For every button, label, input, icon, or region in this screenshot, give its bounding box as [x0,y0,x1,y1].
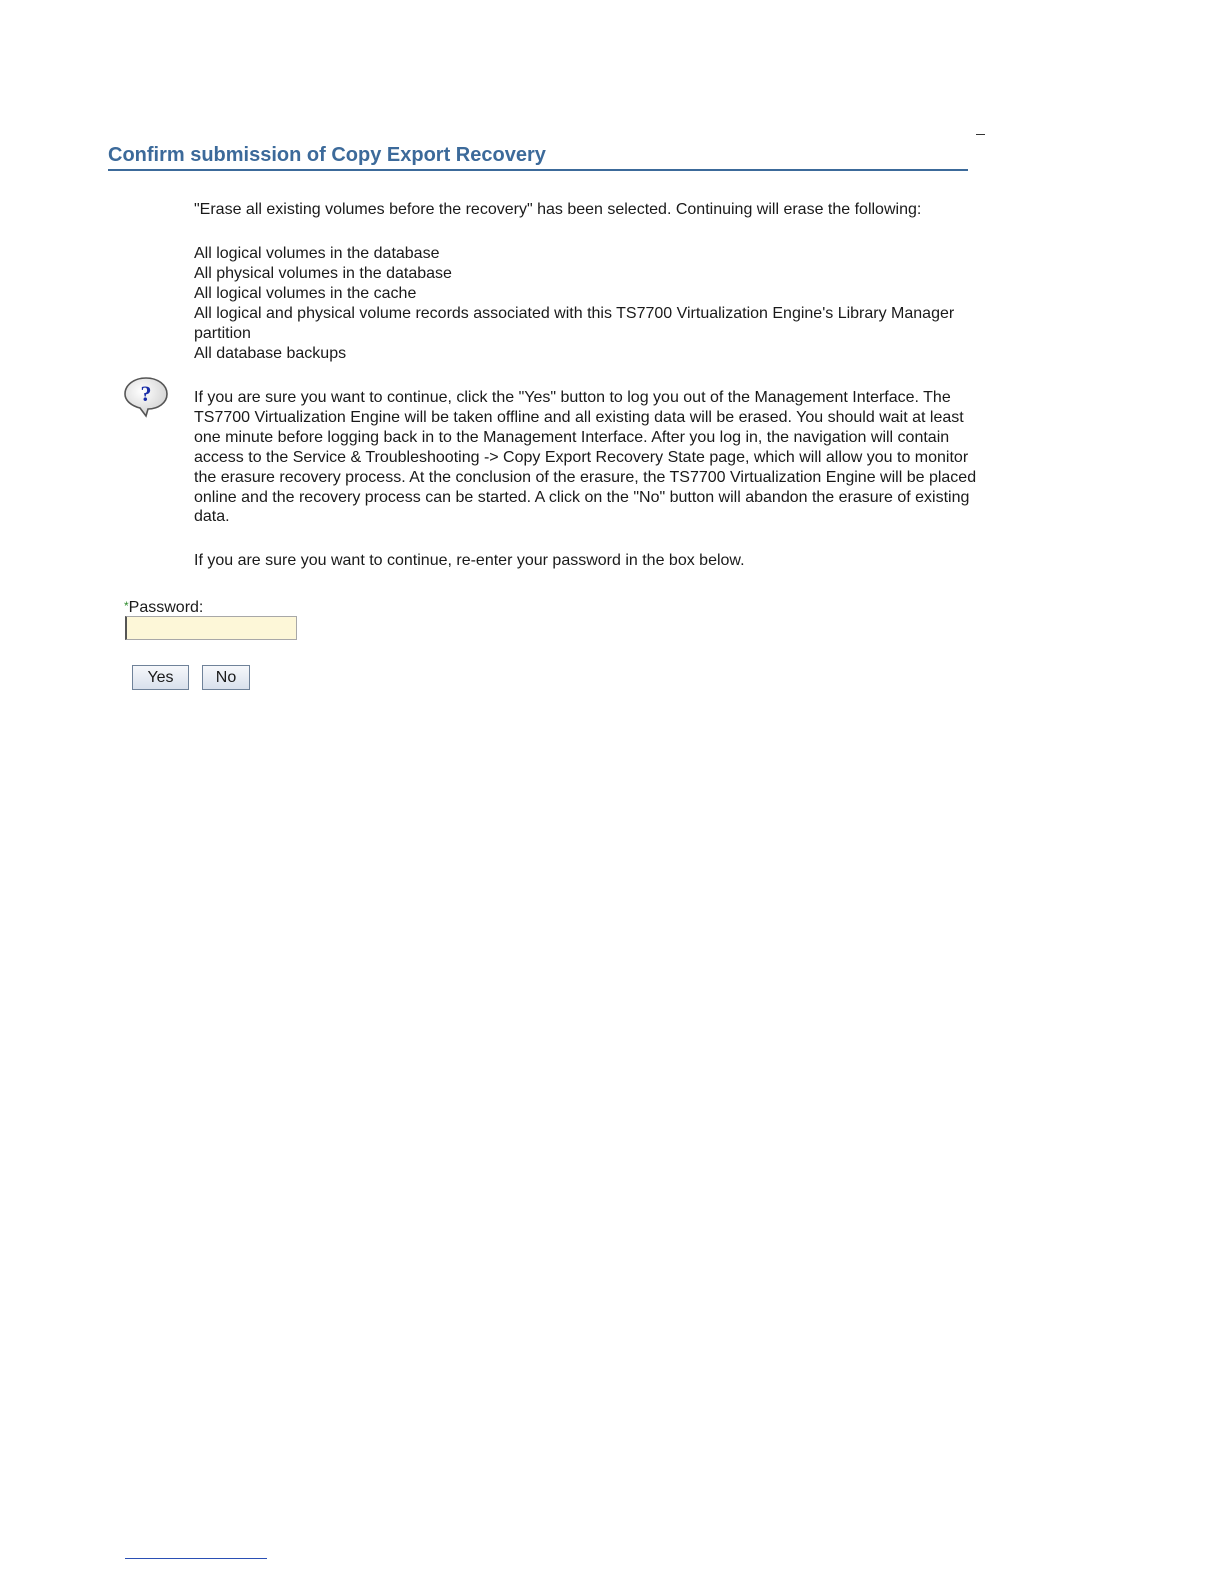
list-item: All logical volumes in the cache [194,284,417,302]
confirm-message: If you are sure you want to continue, click the "Yes" button to log you out of the Management Interface. The TS7700 Virtualization Engine will be taken offline and all existing data will be erased. You should wait at least one minute before logging back in to the Management Interface. After you log in, the navigation will contain access to the Service & Troubleshooting -> Copy Export Recovery State page, which will allow you to monitor the erasure recovery process. At the conclusion of the erasure, the TS7700 Virtualization Engine will be placed online and the recovery process can be started. A click on the "No" button will abandon the erasure of existing data. [194,389,977,526]
password-label [124,597,203,617]
list-item: All physical volumes in the database [194,264,452,282]
footnote-divider [125,1558,267,1559]
yes-button[interactable]: Yes [132,665,189,690]
question-mark-speech-bubble-icon [123,376,169,418]
list-item: All logical and physical volume records associated with this TS7700 Virtualization Engine's Library Manager partition [194,304,955,342]
no-button[interactable]: No [202,665,250,690]
svg-text:?: ? [140,381,152,406]
title-divider [108,169,968,171]
list-item: All logical volumes in the database [194,245,440,262]
password-label-text: Password: [128,599,204,616]
page-title: Confirm submission of Copy Export Recovery [108,144,546,166]
list-item: All database backups [194,344,347,362]
erase-intro-text: "Erase all existing volumes before the recovery" has been selected. Continuing will erase the following: [194,201,922,218]
corner-dash [976,134,985,135]
required-marker: * [124,599,129,613]
reenter-password-prompt: If you are sure you want to continue, re-enter your password in the box below. [194,552,745,569]
password-input[interactable] [125,616,297,640]
erase-items-list [194,244,984,363]
